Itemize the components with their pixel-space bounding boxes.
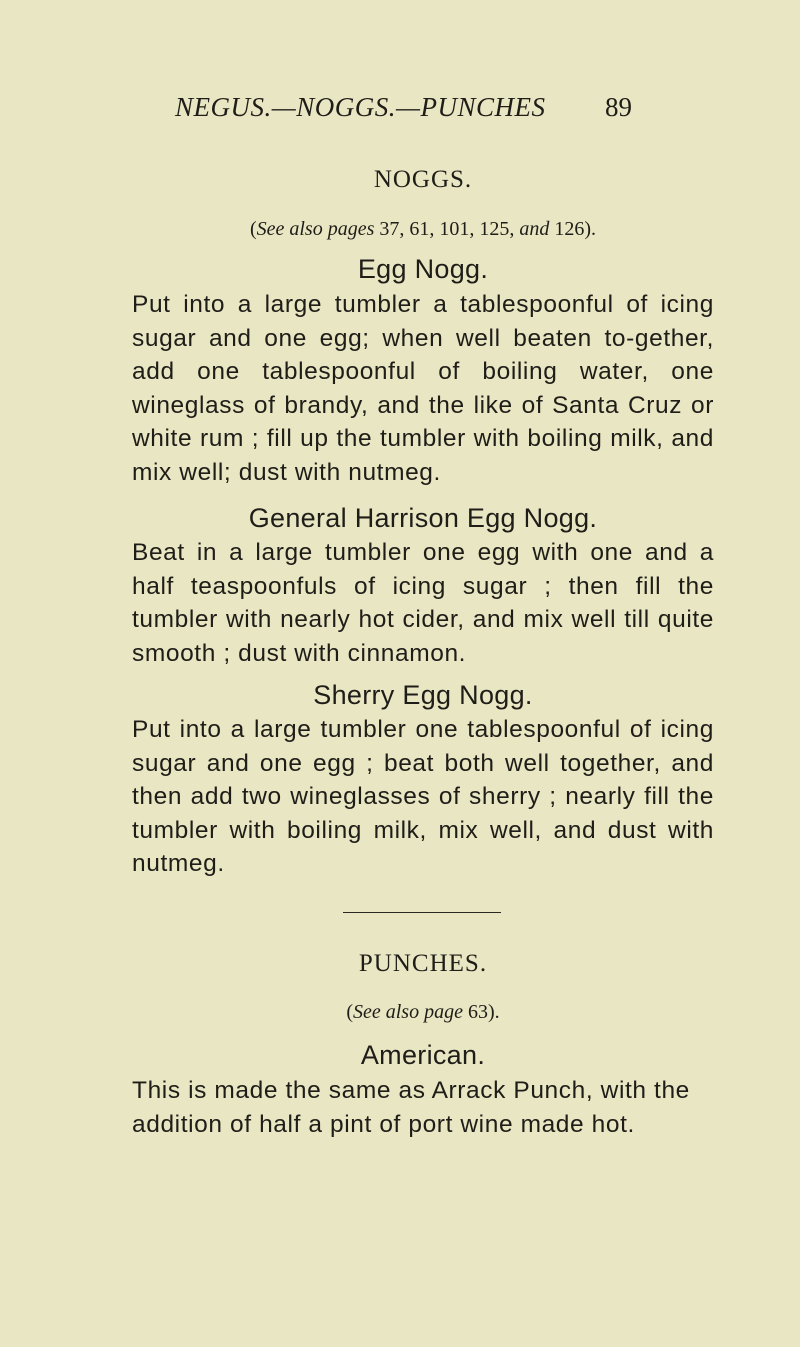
running-head: NEGUS.—NOGGS.—PUNCHES [175, 92, 546, 122]
xref-label: See also pages [256, 218, 375, 240]
section-divider [343, 912, 501, 913]
xref-pages: 37, 61, 101, 125, [374, 218, 520, 240]
section-heading-noggs: NOGGS. [373, 166, 473, 193]
noggs-cross-reference [132, 218, 714, 241]
recipe-text-egg-nogg: Put into a large tumbler a tablespoonful of icing sugar and one egg; when well beaten to-gether, add one tablespoonful of boiling water, one wineglass of brandy, and the like of Santa Cruz or white rum ; fill up the tumbler with boiling milk, and mix well; dust with nutmeg. [132, 291, 714, 486]
recipe-title-general-harrison: General Harrison Egg Nogg. [248, 503, 598, 533]
recipe-text-sherry-egg-nogg: Put into a large tumbler one tablespoonful of icing sugar and one egg ; beat both well together, and then add two wineglasses of sherry ; nearly fill the tumbler with boiling milk, mix well, and dust with nutmeg. [132, 716, 714, 877]
recipe-text-american: This is made the same as Arrack Punch, with the addition of half a pint of port wine made hot. [132, 1077, 690, 1138]
recipe-title-american: American. [360, 1040, 486, 1070]
page-number: 89 [605, 92, 632, 122]
xref-and: and [519, 218, 550, 240]
recipe-title-sherry-egg-nogg: Sherry Egg Nogg. [313, 680, 533, 710]
xref-open: ( [346, 1001, 353, 1023]
xref-open: ( [249, 218, 257, 240]
punches-cross-reference [132, 1001, 714, 1024]
xref-last-page: 126). [549, 218, 597, 240]
section-heading-punches: PUNCHES. [358, 950, 488, 977]
xref-pages: 63). [462, 1001, 500, 1023]
recipe-title-egg-nogg: Egg Nogg. [357, 254, 489, 284]
xref-label: See also page [353, 1001, 463, 1023]
recipe-text-general-harrison: Beat in a large tumbler one egg with one and a half teaspoonfuls of icing sugar ; then fill the tumbler with nearly hot cider, and mix well till quite smooth ; dust with cinnamon. [132, 539, 714, 667]
